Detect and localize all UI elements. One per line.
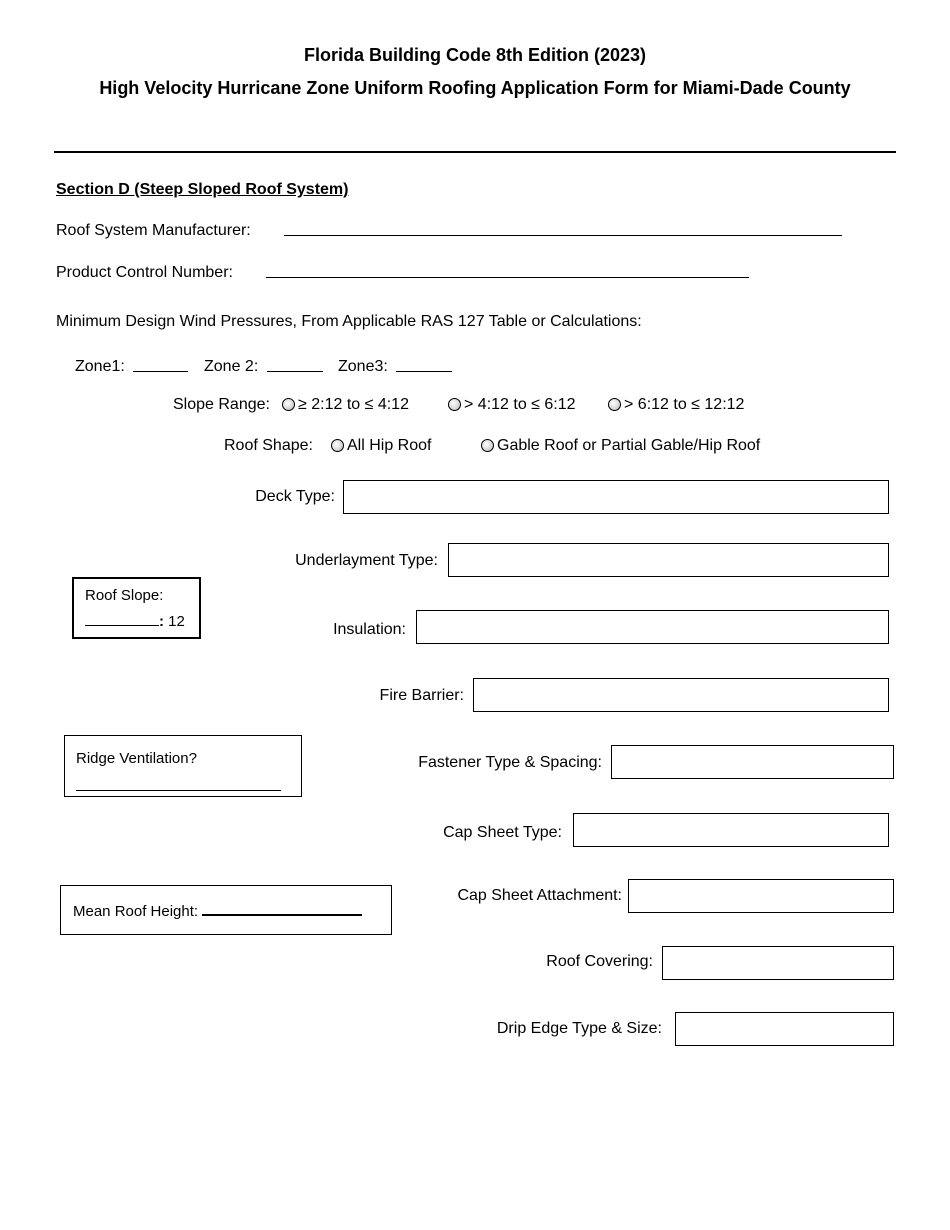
- form-title-line1: Florida Building Code 8th Edition (2023): [303, 45, 646, 65]
- slope-range-option-1[interactable]: ≥ 2:12 to ≤ 4:12: [282, 395, 409, 415]
- radio-button-icon[interactable]: [481, 439, 494, 452]
- wind-pressures-label: Minimum Design Wind Pressures, From Applicable RAS 127 Table or Calculations:: [56, 313, 642, 330]
- mean-roof-height-row: [73, 901, 362, 921]
- drip-edge-text[interactable]: [676, 1013, 893, 1045]
- product-control-field[interactable]: [262, 263, 749, 284]
- cap-sheet-attachment-text[interactable]: [629, 880, 893, 912]
- roof-shape-option-gable[interactable]: Gable Roof or Partial Gable/Hip Roof: [481, 436, 760, 456]
- ridge-ventilation-label: Ridge Ventilation?: [76, 750, 197, 767]
- deck-type-input[interactable]: [343, 480, 889, 514]
- zone1-field[interactable]: [129, 357, 188, 378]
- deck-type-text[interactable]: [344, 481, 888, 513]
- manufacturer-label: Roof System Manufacturer:: [56, 222, 251, 239]
- zone2-field[interactable]: [263, 357, 323, 378]
- section-title: Section D (Steep Sloped Roof System): [56, 181, 349, 198]
- mean-roof-height-field[interactable]: [202, 901, 362, 916]
- slope-range-option-3[interactable]: > 6:12 to ≤ 12:12: [608, 395, 744, 415]
- ridge-ventilation-box: [64, 735, 302, 797]
- zone3-label: Zone3:: [338, 358, 388, 375]
- insulation-label: Insulation:: [333, 621, 406, 638]
- insulation-input[interactable]: [416, 610, 889, 644]
- cap-sheet-attachment-label: Cap Sheet Attachment:: [457, 887, 622, 904]
- manufacturer-field[interactable]: [280, 221, 842, 242]
- form-title-line2: High Velocity Hurricane Zone Uniform Roofing Application Form for Miami-Dade County: [99, 78, 851, 98]
- cap-sheet-type-input[interactable]: [573, 813, 889, 847]
- underlayment-type-label: Underlayment Type:: [295, 552, 438, 569]
- product-control-label: Product Control Number:: [56, 264, 233, 281]
- roof-covering-input[interactable]: [662, 946, 894, 980]
- deck-type-label: Deck Type:: [255, 488, 335, 505]
- slope-range-option-2[interactable]: > 4:12 to ≤ 6:12: [448, 395, 576, 415]
- roof-covering-label: Roof Covering:: [546, 953, 653, 970]
- zone2-label: Zone 2:: [204, 358, 259, 375]
- radio-button-icon[interactable]: [448, 398, 461, 411]
- mean-roof-height-label: Mean Roof Height:: [73, 903, 199, 920]
- roof-shape-label: Roof Shape:: [224, 437, 313, 454]
- radio-button-icon[interactable]: [331, 439, 344, 452]
- cap-sheet-type-text[interactable]: [574, 814, 888, 846]
- slope-range-label: Slope Range:: [173, 396, 270, 413]
- radio-button-icon[interactable]: [608, 398, 621, 411]
- roof-slope-box: [72, 577, 201, 639]
- fire-barrier-label: Fire Barrier:: [379, 687, 464, 704]
- underlayment-type-input[interactable]: [448, 543, 889, 577]
- roof-slope-field[interactable]: : 12: [85, 611, 185, 631]
- radio-button-icon[interactable]: [282, 398, 295, 411]
- insulation-text[interactable]: [417, 611, 888, 643]
- underlayment-type-text[interactable]: [449, 544, 888, 576]
- header-divider: [54, 151, 896, 153]
- mean-roof-height-box: [60, 885, 392, 935]
- fastener-input[interactable]: [611, 745, 894, 779]
- roof-shape-option-hip[interactable]: All Hip Roof: [331, 436, 431, 456]
- roof-covering-text[interactable]: [663, 947, 893, 979]
- fire-barrier-input[interactable]: [473, 678, 889, 712]
- zone3-field[interactable]: [392, 357, 452, 378]
- drip-edge-label: Drip Edge Type & Size:: [496, 1020, 662, 1037]
- drip-edge-input[interactable]: [675, 1012, 894, 1046]
- ridge-ventilation-field[interactable]: [76, 776, 281, 791]
- fire-barrier-text[interactable]: [474, 679, 888, 711]
- fastener-label: Fastener Type & Spacing:: [418, 754, 602, 771]
- roof-slope-label: Roof Slope:: [85, 587, 164, 604]
- cap-sheet-attachment-input[interactable]: [628, 879, 894, 913]
- fastener-text[interactable]: [612, 746, 893, 778]
- cap-sheet-type-label: Cap Sheet Type:: [443, 824, 562, 841]
- zone1-label: Zone1:: [75, 358, 125, 375]
